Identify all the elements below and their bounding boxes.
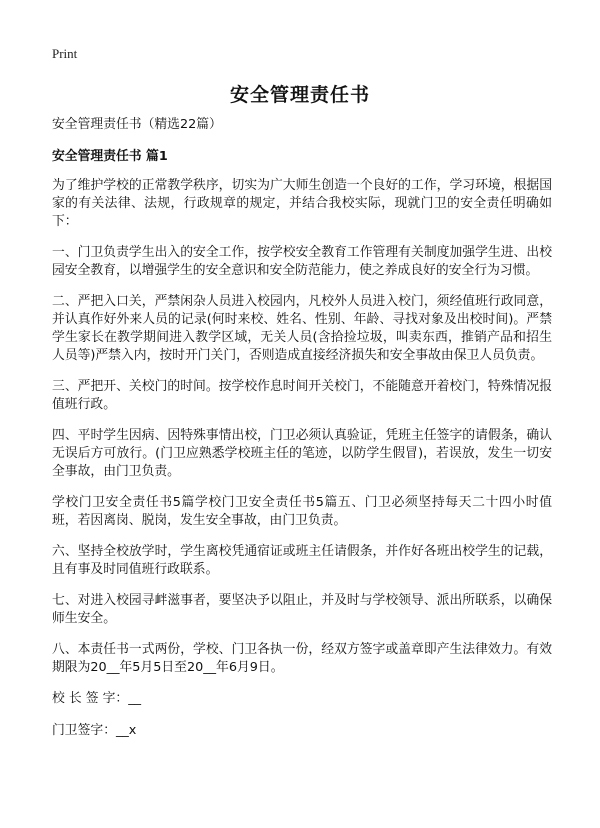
paragraph-clause-1: 一、门卫负责学生出入的安全工作，按学校安全教育工作管理有关制度加强学生进、出校园安全教育，以增强学生的安全意识和安全防范能力，使之养成良好的安全行为习惯。 [52,245,552,278]
paragraph-clause-2: 二、严把入口关，严禁闲杂人员进入校园内，凡校外人员进入校门，须经值班行政同意，并认真作好外来人员的记录(何时来校、姓名、性别、年龄、寻找对象及出校时间)。严禁学生家长在教学期间进入教学区域，无关人员(含拾捡垃圾，叫卖东西，推销产品和招生人员等)严禁入内，按时开门关门，否则造成直接经济损失和安全事故由保卫人员负责。 [52,294,552,363]
paragraph-clause-4: 四、平时学生因病、因特殊事情出校，门卫必须认真验证，凭班主任签字的请假条，确认无误后方可放行。(门卫应熟悉学校班主任的笔迹，以防学生假冒)，若误放，发生一切安全事故，由门卫负责。 [52,428,552,479]
document-body [52,116,552,754]
document-subtitle: 安全管理责任书（精选22篇） [52,117,222,132]
paragraph-clause-5: 学校门卫安全责任书5篇学校门卫安全责任书5篇五、门卫必须坚持每天二十四小时值班，若因离岗、脱岗，发生安全事故，由门卫负责。 [52,495,552,528]
document-title: 安全管理责任书 [229,84,370,106]
print-link[interactable]: Print [52,46,78,61]
paragraph-clause-3: 三、严把开、关校门的时间。按学校作息时间开关校门，不能随意开着校门，特殊情况报值班行政。 [52,379,552,412]
principal-signature-line: 校 长 签 字：__ [52,691,141,706]
paragraph-clause-7: 七、对进入校园寻衅滋事者，要坚决予以阻止，并及时与学校领导、派出所联系，以确保师生安全。 [52,593,552,626]
paragraph-intro: 为了维护学校的正常教学秩序，切实为广大师生创造一个良好的工作，学习环境，根据国家的有关法律、法规，行政规章的规定，并结合我校实际，现就门卫的安全责任明确如下： [52,178,552,229]
guard-signature-line: 门卫签字：__x [52,723,137,738]
paragraph-clause-8: 八、本责任书一式两份，学校、门卫各执一份，经双方签字或盖章即产生法律效力。有效期限为20__年5月5日至20__年6月9日。 [52,642,552,675]
paragraph-clause-6: 六、坚持全校放学时，学生离校凭通宿证或班主任请假条，并作好各班出校学生的记载，且有事及时同值班行政联系。 [52,544,552,577]
section-heading: 安全管理责任书 篇1 [52,149,168,164]
